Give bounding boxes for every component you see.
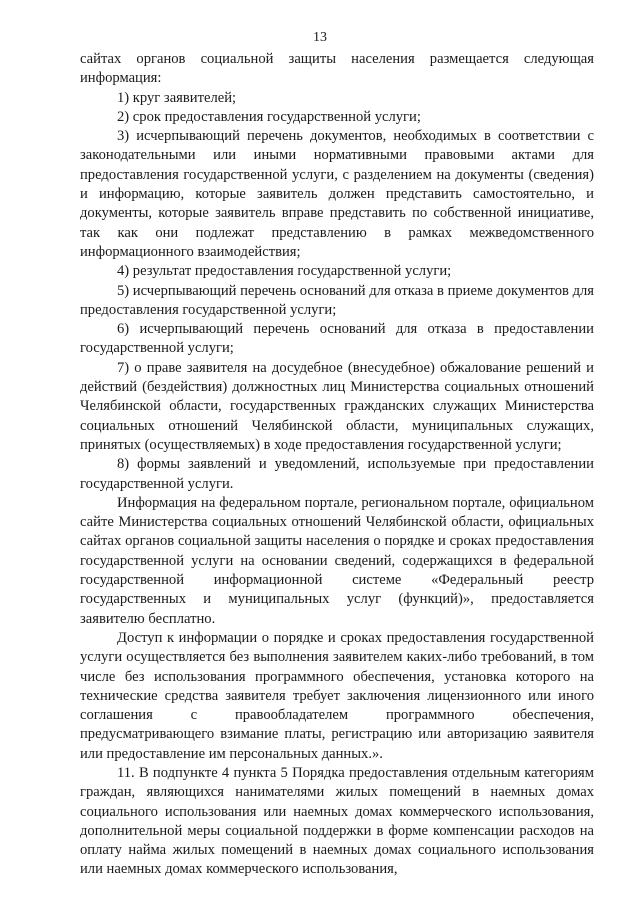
list-item-appeal-right: 7) о праве заявителя на досудебное (внесудебное) обжалование решений и действий (бездействия) должностных лиц Министерства социальных отношений Челябинской области, государственных гражданских служащих Министерства социальных отношений Челябинской области, муниципальных служащих, принятых (осуществляемых) в ходе предоставления государственной услуги; bbox=[80, 359, 594, 453]
paragraph-access: Доступ к информации о порядке и сроках предоставления государственной услуги осуществляется без выполнения заявителем каких-либо требований, в том числе без использования программного обеспечения, установка которого на технические средства заявителя требует заключения лицензионного или иного соглашения с правообладателем программного обеспечения, предусматривающего взимание платы, регистрацию или авторизацию заявителя или предоставление им персональных данных.». bbox=[80, 629, 594, 762]
document-body bbox=[80, 50, 594, 880]
paragraph-continuation: сайтах органов социальной защиты населения размещается следующая информация: bbox=[80, 51, 594, 87]
page-number: 13 bbox=[313, 30, 327, 45]
paragraph-information-free: Информация на федеральном портале, региональном портале, официальном сайте Министерства социальных отношений Челябинской области, официальных сайтах органов социальной защиты населения о порядке и сроках предоставления государственной услуги на основании сведений, содержащихся в федеральной государственной информационной системе «Федеральный реестр государственных и муниципальных услуг (функций)», предоставляется заявителю бесплатно. bbox=[80, 494, 594, 627]
list-item-applicants: 1) круг заявителей; bbox=[117, 89, 237, 106]
list-item-refusal-provision: 6) исчерпывающий перечень оснований для отказа в предоставлении государственной услуги; bbox=[80, 321, 594, 357]
list-item-forms: 8) формы заявлений и уведомлений, используемые при предоставлении государственной услуги. bbox=[80, 456, 594, 492]
list-item-documents: 3) исчерпывающий перечень документов, необходимых в соответствии с законодательными или иными нормативными правовыми актами для предоставления государственной услуги, с разделением на документы (сведения) и информацию, которые заявитель должен представить самостоятельно, и документы, которые заявитель вправе представить по собственной инициативе, так как они подлежат представлению в рамках межведомственного информационного взаимодействия; bbox=[80, 128, 594, 260]
list-item-refusal-acceptance: 5) исчерпывающий перечень оснований для отказа в приеме документов для предоставления государственной услуги; bbox=[80, 282, 594, 318]
list-item-result: 4) результат предоставления государственной услуги; bbox=[117, 263, 452, 280]
list-item-term: 2) срок предоставления государственной услуги; bbox=[117, 108, 421, 125]
paragraph-item-11: 11. В подпункте 4 пункта 5 Порядка предоставления отдельным категориям граждан, являющихся нанимателями жилых помещений в наемных домах социального использования или наемных домах коммерческого использования, дополнительной меры социальной поддержки в форме компенсации расходов на оплату найма жилых помещений в наемных домах социального использования или наемных домах коммерческого использования, bbox=[80, 764, 594, 878]
